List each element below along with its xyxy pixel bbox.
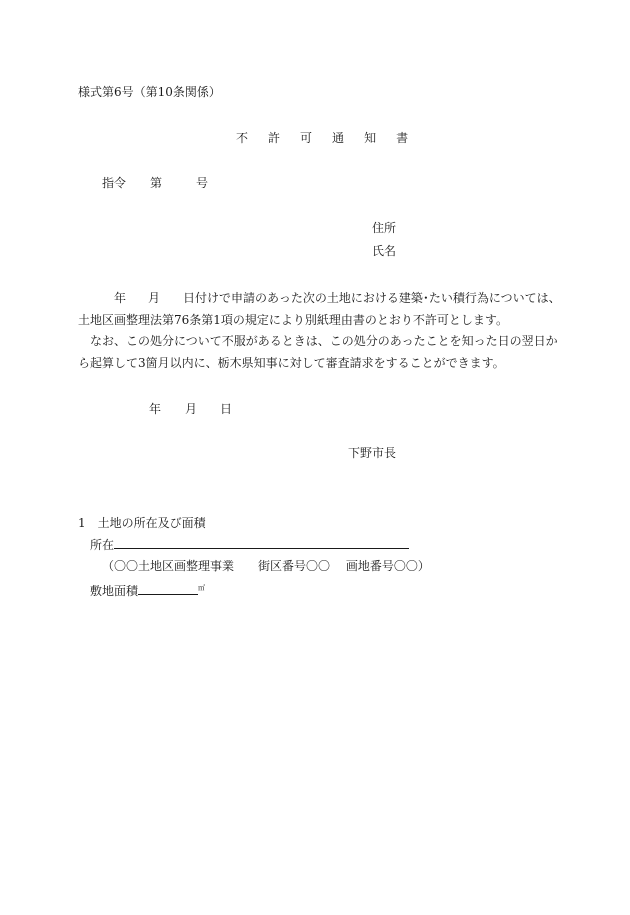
body-line-2: 土地区画整理法第76条第1項の規定により別紙理由書のとおり不許可とします。: [78, 313, 508, 327]
body-year: 年: [114, 291, 127, 305]
title-char: 通: [332, 131, 345, 145]
directive-label: 指令: [102, 176, 127, 190]
area-unit: ㎡: [198, 584, 206, 592]
location-row: [90, 536, 409, 553]
issuer: 下野市長: [348, 446, 397, 460]
address-label: 住所: [372, 221, 397, 235]
area-row: [90, 580, 205, 599]
project-note: （〇〇土地区画整理事業 街区番号〇〇 画地番号〇〇）: [102, 559, 430, 573]
title-char: 不: [236, 131, 249, 145]
area-blank-line: [138, 582, 198, 595]
body-line-4: ら起算して3箇月以内に、栃木県知事に対して審査請求をすることができます。: [78, 356, 505, 370]
body-line-3: なお、この処分について不服があるときは、この処分のあったことを知った日の翌日か: [90, 334, 558, 348]
document-title: [236, 130, 408, 146]
name-label: 氏名: [372, 244, 397, 258]
title-char: 知: [364, 131, 377, 145]
section-1-heading: 1 土地の所在及び面積: [78, 516, 206, 530]
form-number: 様式第6号（第10条関係）: [78, 85, 221, 99]
location-label: 所在: [90, 538, 115, 552]
title-char: 許: [268, 131, 281, 145]
body-line-1: 日付けで申請のあった次の土地における建築･たい積行為については、: [183, 291, 561, 305]
area-label: 敷地面積: [90, 584, 139, 598]
date-month: 月: [185, 402, 198, 416]
directive-dai: 第: [150, 176, 163, 190]
location-blank-line: [114, 536, 409, 549]
body-month: 月: [148, 291, 161, 305]
title-char: 書: [396, 131, 409, 145]
date-year: 年: [149, 402, 162, 416]
directive-go: 号: [196, 176, 209, 190]
title-char: 可: [300, 131, 313, 145]
date-day: 日: [220, 402, 233, 416]
